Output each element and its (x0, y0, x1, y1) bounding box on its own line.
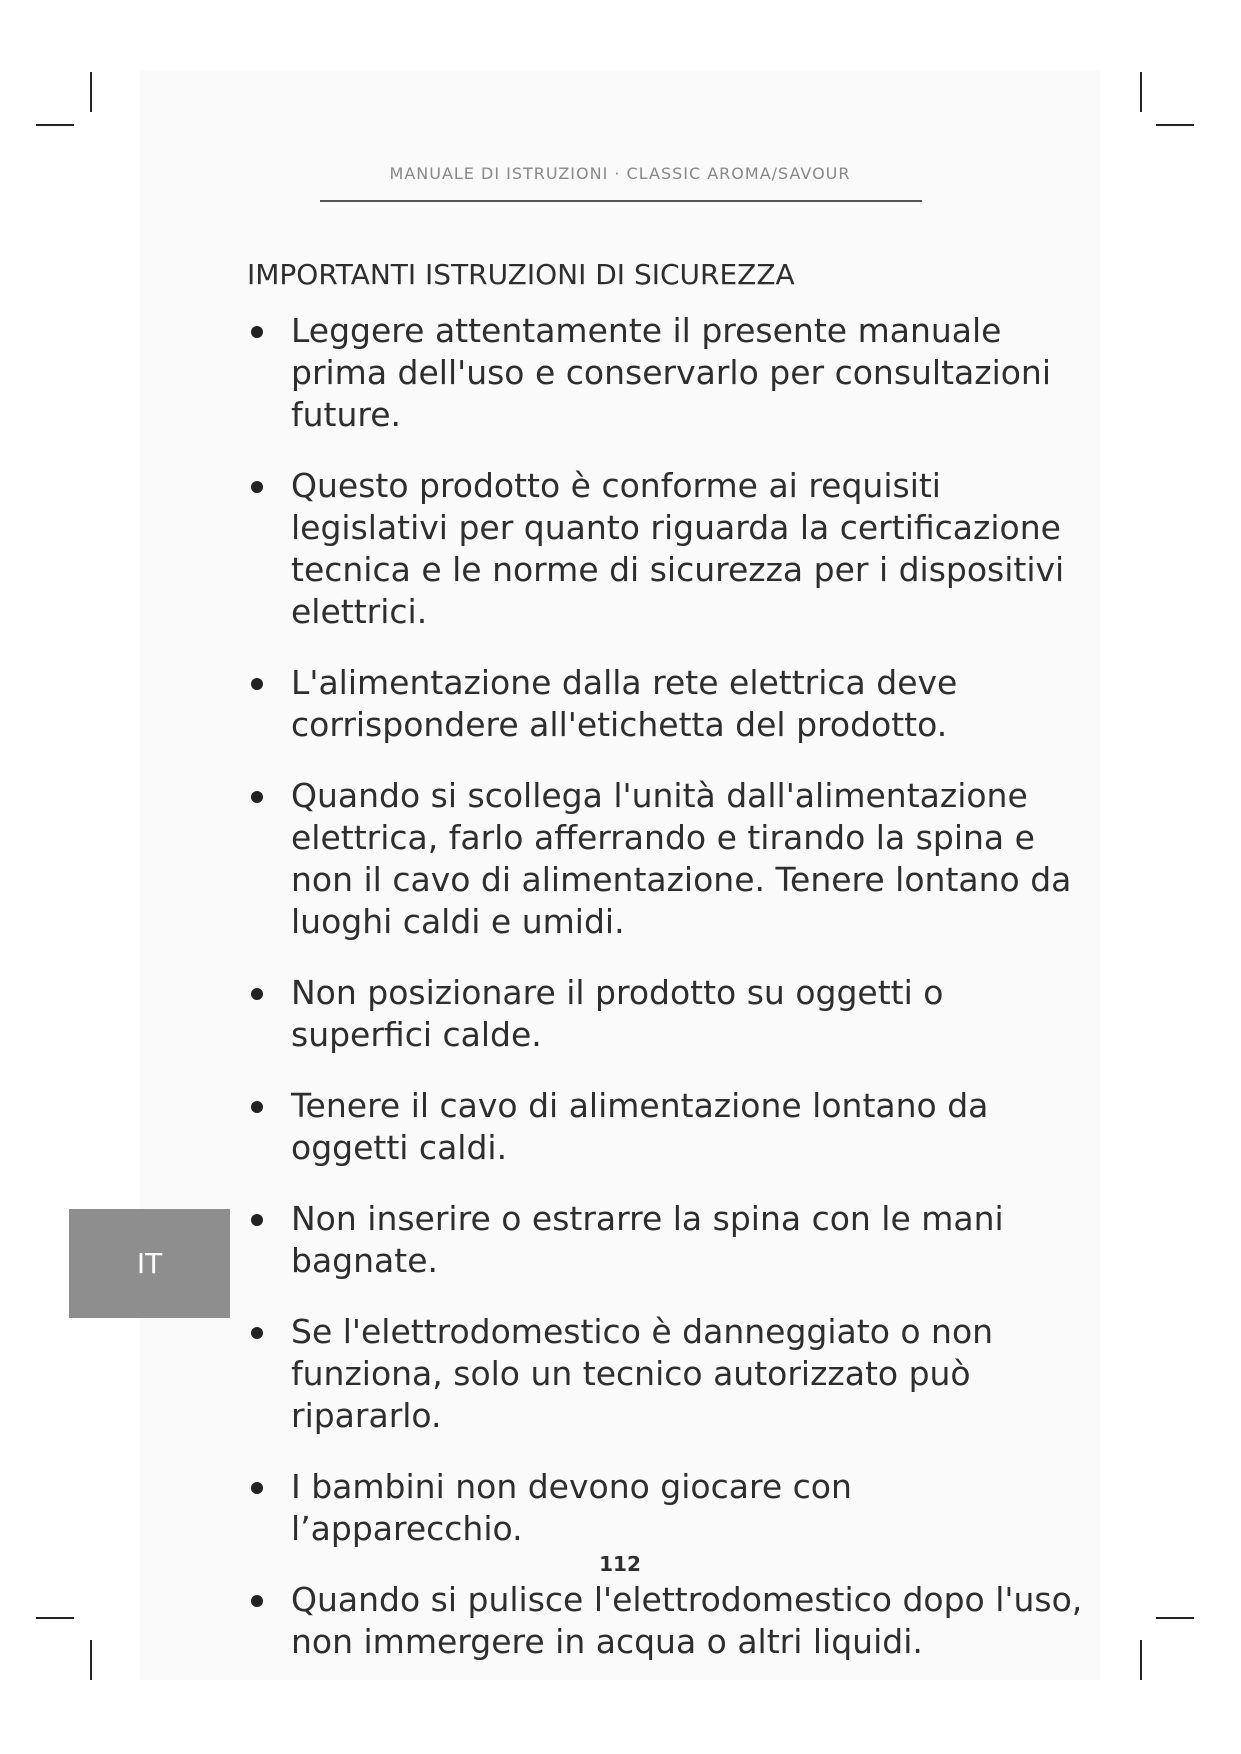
section-title: IMPORTANTI ISTRUZIONI DI SICUREZZA (247, 258, 795, 291)
list-item-text: Non inserire o estrarre la spina con le mani bagnate. (291, 1199, 1004, 1280)
list-item (247, 1311, 1097, 1437)
crop-mark-bottom-right-vertical (1140, 1640, 1142, 1680)
list-item-text: Se l'elettrodomestico è danneggiato o non funziona, solo un tecnico autorizzato può ripararlo. (291, 1312, 994, 1435)
crop-mark-top-right-horizontal (1156, 124, 1194, 126)
crop-mark-top-right-vertical (1140, 72, 1142, 112)
list-item-text: I bambini non devono giocare con l’apparecchio. (291, 1467, 852, 1548)
crop-mark-top-left-horizontal (36, 124, 74, 126)
crop-mark-top-left-vertical (90, 72, 92, 112)
list-item (247, 1466, 1097, 1550)
list-item-text: Questo prodotto è conforme ai requisiti legislativi per quanto riguarda la certificazione tecnica e le norme di sicurezza per i dispositivi elettrici. (291, 466, 1065, 631)
list-item-text: Non posizionare il prodotto su oggetti o superfici calde. (291, 973, 944, 1054)
header-divider (320, 200, 922, 202)
language-tab-label: IT (136, 1247, 163, 1280)
crop-mark-bottom-left-horizontal (36, 1617, 74, 1619)
list-item (247, 972, 1097, 1056)
language-tab (69, 1209, 230, 1318)
list-item (247, 1579, 1097, 1663)
list-item (247, 1198, 1097, 1282)
list-item (247, 775, 1097, 943)
list-item-text: Tenere il cavo di alimentazione lontano da oggetti caldi. (291, 1086, 989, 1167)
list-item-text: Quando si pulisce l'elettrodomestico dopo l'uso, non immergere in acqua o altri liquidi. (291, 1580, 1083, 1661)
list-item (247, 662, 1097, 746)
page-number: 112 (599, 1552, 641, 1576)
running-header: MANUALE DI ISTRUZIONI · CLASSIC AROMA/SAVOUR (389, 164, 851, 183)
safety-instructions-list (247, 310, 1097, 1692)
list-item-text: L'alimentazione dalla rete elettrica deve corrispondere all'etichetta del prodotto. (291, 663, 958, 744)
list-item (247, 1085, 1097, 1169)
list-item (247, 465, 1097, 633)
list-item-text: Quando si scollega l'unità dall'alimentazione elettrica, farlo afferrando e tirando la spina e non il cavo di alimentazione. Tenere lontano da luoghi caldi e umidi. (291, 776, 1072, 941)
crop-mark-bottom-left-vertical (90, 1640, 92, 1680)
list-item-text: Leggere attentamente il presente manuale prima dell'uso e conservarlo per consultazioni future. (291, 311, 1052, 434)
crop-mark-bottom-right-horizontal (1156, 1617, 1194, 1619)
list-item (247, 310, 1097, 436)
